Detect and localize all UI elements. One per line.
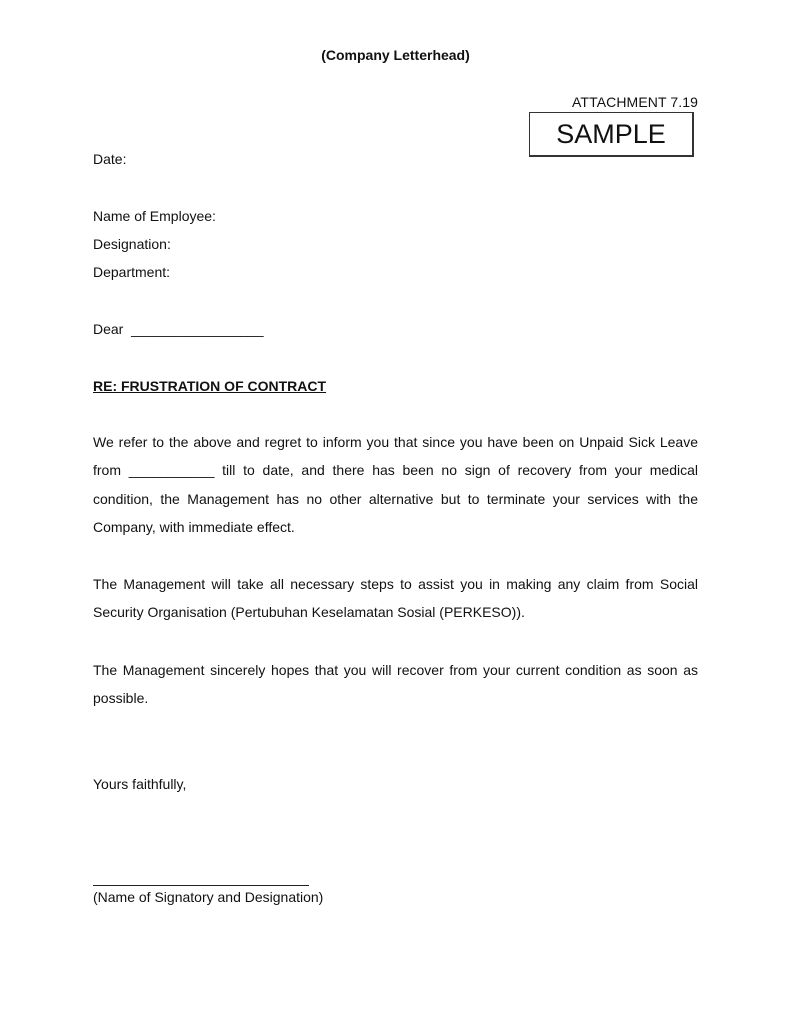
employee-name-label: Name of Employee: [93,208,216,224]
salutation: Dear _________________ [93,321,264,337]
department-label: Department: [93,264,171,280]
attachment-label: ATTACHMENT 7.19 [572,94,698,110]
date-label: Date: [93,151,127,167]
company-letterhead-placeholder: (Company Letterhead) [321,47,470,63]
body-paragraph-perkeso: The Management will take all necessary steps to assist you in making any claim from Social Security Organisation (Pertubuhan Keselamatan Sosial (PERKESO)). [93,576,698,621]
subject-heading: RE: FRUSTRATION OF CONTRACT [93,378,327,394]
signature-line [93,885,309,886]
designation-label: Designation: [93,236,171,252]
sample-stamp-text: SAMPLE [556,118,666,149]
closing: Yours faithfully, [93,776,187,792]
body-paragraph-recovery: The Management sincerely hopes that you will recover from your current condition as soon as possible. [93,662,698,707]
body-paragraph-termination: We refer to the above and regret to inform you that since you have been on Unpaid Sick Leave from ___________ till to date, and there has been no sign of recovery from your medical condition, the Management has no other alternative but to terminate your services with the Company, with immediate effect. [93,434,698,535]
sample-stamp [529,112,694,157]
signature-caption: (Name of Signatory and Designation) [93,889,324,905]
